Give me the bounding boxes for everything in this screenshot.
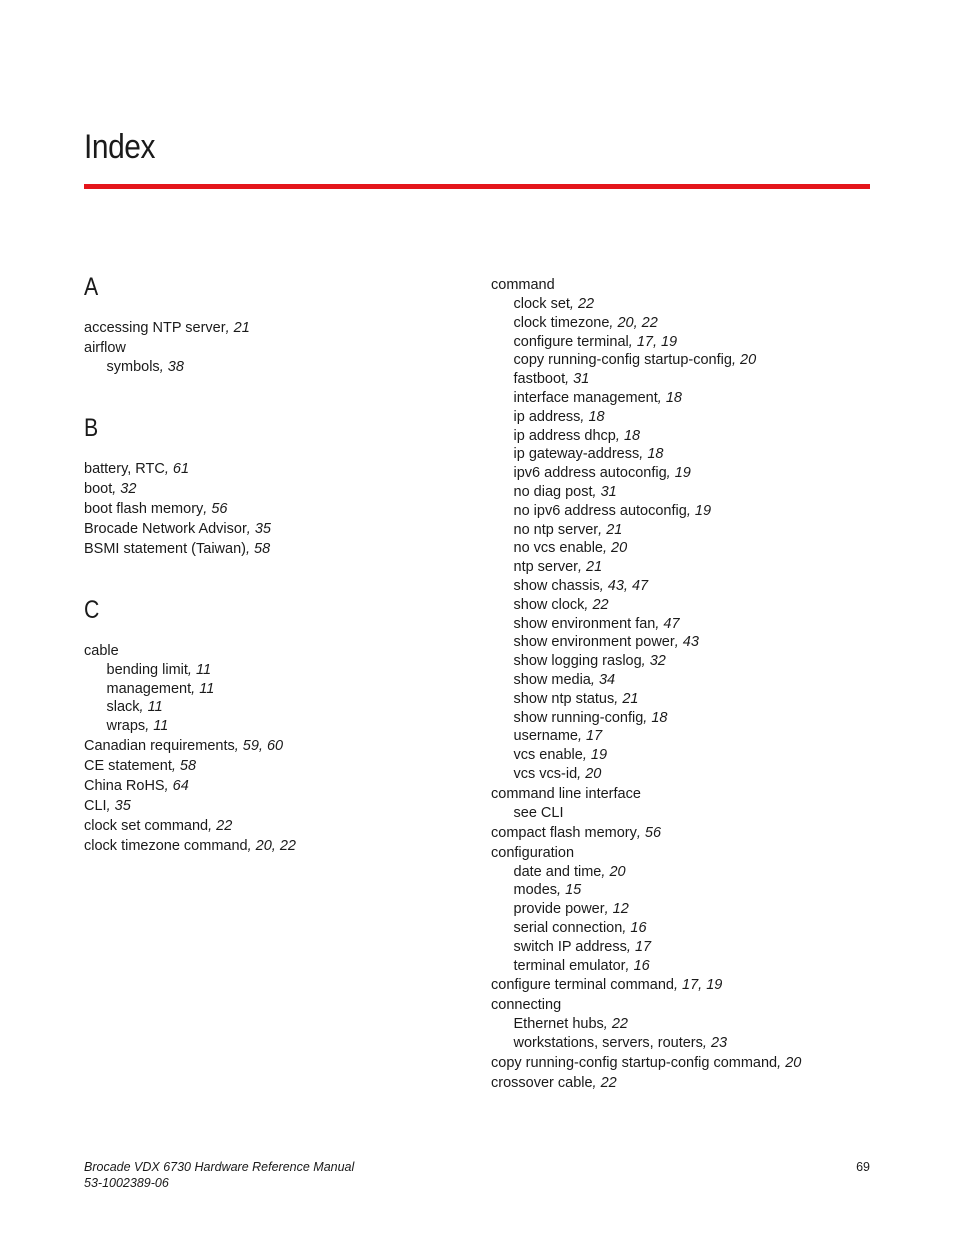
- index-entry: [84, 796, 474, 816]
- entry-separator: ,: [164, 777, 173, 794]
- entry-pages: 17: [634, 938, 652, 955]
- entry-term: interface management: [513, 389, 658, 406]
- entry-separator: ,: [208, 817, 217, 834]
- entry-term: configure terminal: [513, 333, 629, 350]
- index-entry: [84, 519, 474, 539]
- entry-separator: ,: [171, 757, 180, 774]
- entry-term: workstations, servers, routers: [513, 1035, 703, 1052]
- entry-term: show clock: [513, 596, 585, 613]
- entry-term: see CLI: [513, 804, 564, 821]
- index-entry: [84, 756, 474, 776]
- index-subentry: [491, 863, 891, 882]
- index-subentry: [491, 521, 891, 540]
- entry-pages: 35: [114, 797, 131, 814]
- entry-separator: ,: [636, 824, 645, 841]
- entry-separator: ,: [666, 465, 675, 482]
- page-title: Index: [84, 128, 156, 166]
- index-entry: [491, 975, 891, 995]
- entry-separator: ,: [628, 333, 637, 350]
- index-entry: [84, 776, 474, 796]
- entry-separator: ,: [599, 577, 608, 594]
- entry-pages: 11: [147, 699, 163, 716]
- index-entry: [84, 539, 474, 559]
- entry-term: copy running-config startup-config command: [491, 1054, 778, 1071]
- entry-pages: 17, 19: [682, 977, 723, 994]
- entry-pages: 20, 22: [617, 314, 658, 331]
- entry-pages: 11: [195, 661, 212, 678]
- entry-separator: ,: [191, 680, 200, 697]
- entry-separator: ,: [625, 957, 634, 974]
- index-subentry: [491, 804, 891, 823]
- entry-separator: ,: [187, 661, 196, 678]
- entry-term: date and time: [513, 863, 602, 880]
- index-subentry: [491, 577, 891, 596]
- entry-term: wraps: [106, 718, 146, 735]
- index-subentry: [491, 483, 891, 502]
- index-subentry: [491, 746, 891, 765]
- entry-pages: 11: [153, 718, 169, 735]
- section-spacer: [84, 559, 474, 595]
- index-entry: [84, 499, 474, 519]
- entry-separator: ,: [584, 596, 593, 613]
- entry-term: configure terminal command: [491, 977, 674, 994]
- index-entry: [491, 1073, 891, 1093]
- entry-term: terminal emulator: [513, 957, 626, 974]
- index-subentry: [491, 1034, 891, 1053]
- entry-pages: 22: [611, 1016, 628, 1033]
- index-subentry: [491, 502, 891, 521]
- entry-separator: ,: [580, 408, 589, 425]
- index-subentry: [491, 558, 891, 577]
- entry-pages: 16: [633, 957, 650, 974]
- entry-pages: 47: [663, 615, 680, 632]
- section-spacer: [84, 377, 474, 413]
- entry-separator: ,: [614, 690, 623, 707]
- entry-term: ip address: [513, 408, 581, 425]
- entry-separator: ,: [626, 938, 635, 955]
- index-entry: [84, 318, 474, 338]
- entry-separator: ,: [592, 1074, 601, 1091]
- entry-separator: ,: [655, 615, 664, 632]
- entry-pages: 58: [254, 540, 271, 557]
- index-subentry: [84, 698, 474, 717]
- index-subentry: [491, 539, 891, 558]
- entry-pages: 43, 47: [607, 577, 649, 594]
- entry-separator: ,: [225, 320, 234, 336]
- entry-pages: 19: [694, 502, 712, 519]
- entry-pages: 21: [622, 690, 639, 707]
- entry-separator: ,: [657, 389, 666, 406]
- entry-term: show logging raslog: [513, 653, 642, 670]
- entry-pages: 20: [611, 540, 628, 557]
- entry-term: bending limit: [106, 661, 188, 678]
- index-entry: [491, 823, 891, 843]
- entry-term: Brocade Network Advisor: [84, 520, 247, 537]
- entry-separator: ,: [674, 634, 683, 651]
- index-subentry: [491, 881, 891, 900]
- entry-separator: ,: [598, 521, 607, 538]
- footer-manual-title: Brocade VDX 6730 Hardware Reference Manual: [84, 1160, 355, 1174]
- entry-term: switch IP address: [513, 938, 627, 955]
- entry-separator: ,: [702, 1035, 711, 1052]
- entry-term: compact flash memory: [491, 824, 637, 841]
- index-subentry: [491, 370, 891, 389]
- entry-term: ipv6 address autoconfig: [513, 465, 667, 482]
- index-subentry: [84, 717, 474, 736]
- entry-separator: ,: [582, 747, 591, 764]
- index-entry: [84, 459, 474, 479]
- entry-pages: 17, 19: [636, 333, 678, 350]
- index-subentry: [491, 445, 891, 464]
- entry-term: provide power: [513, 901, 605, 918]
- entry-term: vcs enable: [513, 747, 583, 764]
- section-letter: B: [84, 413, 99, 442]
- entry-term: clock set command: [84, 817, 209, 834]
- entry-term: crossover cable: [491, 1074, 593, 1091]
- entry-term: management: [106, 680, 192, 697]
- entry-term: command line interface: [491, 785, 641, 802]
- index-entry: [491, 275, 891, 295]
- entry-pages: 22: [216, 817, 233, 834]
- entry-term: username: [513, 728, 578, 745]
- entry-term: no vcs enable: [513, 540, 603, 557]
- entry-separator: ,: [139, 699, 148, 716]
- entry-pages: 61: [172, 460, 190, 477]
- entry-pages: 21: [586, 559, 603, 576]
- index-entry: [84, 816, 474, 836]
- index-entry: [84, 479, 474, 499]
- index-subentry: [491, 1015, 891, 1034]
- entry-separator: ,: [777, 1054, 786, 1071]
- entry-pages: 32: [120, 480, 137, 497]
- index-column-left: [84, 272, 474, 856]
- entry-pages: 43: [682, 634, 699, 651]
- entry-term: show chassis: [513, 577, 600, 594]
- entry-pages: 16: [630, 919, 647, 936]
- index-subentry: [491, 464, 891, 483]
- index-entry: [491, 784, 891, 804]
- entry-term: boot: [84, 480, 113, 497]
- entry-separator: ,: [112, 480, 121, 497]
- entry-pages: 32: [649, 653, 666, 670]
- entry-pages: 56: [644, 824, 662, 841]
- index-subentry: [491, 900, 891, 919]
- entry-separator: ,: [246, 520, 255, 537]
- footer-page-number: 69: [856, 1160, 870, 1174]
- entry-term: show environment power: [513, 634, 675, 651]
- entry-separator: ,: [686, 502, 695, 519]
- index-entry: [84, 836, 474, 856]
- entry-term: Ethernet hubs: [513, 1016, 604, 1033]
- entry-pages: 20: [785, 1054, 802, 1071]
- entry-pages: 35: [254, 520, 271, 537]
- entry-separator: ,: [577, 559, 587, 576]
- entry-pages: 58: [179, 757, 197, 774]
- index-entry: [84, 338, 474, 358]
- entry-pages: 59, 60: [242, 737, 284, 754]
- index-subentry: [491, 957, 891, 976]
- entry-pages: 18: [588, 408, 605, 425]
- entry-term: no ipv6 address autoconfig: [513, 502, 687, 519]
- index-entry: [491, 995, 891, 1015]
- index-subentry: [491, 938, 891, 957]
- entry-term: vcs vcs-id: [513, 765, 578, 782]
- entry-pages: 56: [211, 500, 228, 517]
- entry-pages: 31: [573, 371, 590, 388]
- entry-separator: ,: [601, 863, 610, 880]
- index-entry: [84, 736, 474, 756]
- entry-term: no diag post: [513, 483, 593, 500]
- section-letter: A: [84, 273, 99, 301]
- entry-term: CLI: [84, 797, 107, 814]
- entry-pages: 21: [606, 521, 623, 538]
- entry-pages: 18: [665, 389, 682, 406]
- entry-separator: ,: [673, 977, 683, 994]
- index-subentry: [491, 427, 891, 446]
- index-subentry: [84, 680, 474, 699]
- entry-term: clock timezone command: [84, 837, 248, 854]
- entry-pages: 64: [172, 777, 189, 794]
- entry-pages: 11: [199, 680, 215, 697]
- entry-separator: ,: [557, 882, 566, 899]
- index-subentry: [491, 919, 891, 938]
- entry-pages: 22: [600, 1074, 617, 1091]
- index-subentry: [491, 389, 891, 408]
- entry-separator: ,: [641, 653, 650, 670]
- entry-term: BSMI statement (Taiwan): [84, 540, 246, 557]
- entry-term: copy running-config startup-config: [513, 352, 732, 369]
- title-rule: [84, 184, 870, 189]
- entry-separator: ,: [145, 718, 154, 735]
- entry-separator: ,: [247, 837, 256, 854]
- entry-term: airflow: [84, 340, 126, 356]
- entry-pages: 18: [623, 427, 641, 444]
- entry-separator: ,: [639, 446, 648, 463]
- entry-pages: 19: [674, 465, 691, 482]
- entry-pages: 20, 22: [255, 837, 296, 854]
- index-column-right: [491, 275, 891, 1093]
- entry-separator: ,: [159, 359, 168, 375]
- entry-separator: ,: [203, 500, 212, 517]
- index-subentry: [491, 727, 891, 746]
- entry-pages: 12: [612, 901, 629, 918]
- index-subentry: [84, 661, 474, 680]
- entry-pages: 20: [740, 352, 757, 369]
- entry-separator: ,: [565, 371, 574, 388]
- index-subentry: [491, 351, 891, 370]
- index-entry: [491, 1053, 891, 1073]
- index-subentry: [491, 408, 891, 427]
- entry-term: slack: [106, 699, 140, 716]
- entry-term: cable: [84, 642, 119, 659]
- entry-separator: ,: [577, 728, 587, 745]
- entry-separator: ,: [603, 1016, 612, 1033]
- entry-term: ip address dhcp: [513, 427, 616, 444]
- entry-separator: ,: [106, 797, 115, 814]
- index-entry: [491, 843, 891, 863]
- entry-term: clock timezone: [513, 314, 610, 331]
- section-letter: C: [84, 595, 100, 624]
- entry-separator: ,: [731, 352, 740, 369]
- index-subentry: [491, 314, 891, 333]
- entry-term: battery, RTC: [84, 460, 165, 477]
- entry-pages: 23: [710, 1035, 728, 1052]
- entry-term: accessing NTP server: [84, 320, 226, 336]
- entry-pages: 18: [651, 709, 668, 726]
- entry-term: show running-config: [513, 709, 644, 726]
- entry-separator: ,: [577, 765, 586, 782]
- entry-term: serial connection: [513, 919, 623, 936]
- index-subentry: [84, 358, 474, 377]
- entry-term: show media: [513, 671, 591, 688]
- entry-term: boot flash memory: [84, 500, 204, 517]
- entry-separator: ,: [602, 540, 612, 557]
- entry-separator: ,: [609, 314, 618, 331]
- entry-term: configuration: [491, 844, 575, 861]
- entry-term: no ntp server: [513, 521, 599, 538]
- entry-term: connecting: [491, 997, 562, 1014]
- entry-separator: ,: [245, 540, 255, 557]
- entry-pages: 21: [233, 320, 250, 336]
- entry-pages: 22: [577, 296, 595, 312]
- entry-separator: ,: [615, 427, 624, 444]
- entry-term: show ntp status: [513, 690, 615, 707]
- entry-term: China RoHS: [84, 777, 165, 794]
- entry-pages: 15: [565, 882, 582, 899]
- index-subentry: [491, 765, 891, 784]
- footer-left: [84, 1159, 354, 1191]
- entry-separator: ,: [592, 483, 601, 500]
- index-subentry: [491, 652, 891, 671]
- entry-term: ip gateway-address: [513, 446, 640, 463]
- entry-separator: ,: [164, 460, 173, 477]
- entry-pages: 38: [167, 359, 184, 375]
- index-subentry: [491, 671, 891, 690]
- entry-separator: ,: [569, 296, 578, 312]
- entry-separator: ,: [590, 671, 599, 688]
- entry-pages: 17: [586, 728, 603, 745]
- entry-separator: ,: [234, 737, 243, 754]
- entry-term: symbols: [106, 359, 160, 375]
- entry-separator: ,: [604, 901, 613, 918]
- entry-term: CE statement: [84, 757, 172, 774]
- entry-term: Canadian requirements: [84, 737, 235, 754]
- index-subentry: [491, 596, 891, 615]
- entry-pages: 20: [585, 765, 602, 782]
- index-subentry: [491, 690, 891, 709]
- entry-pages: 34: [598, 671, 616, 688]
- entry-term: modes: [513, 882, 558, 899]
- entry-pages: 22: [592, 596, 609, 613]
- index-subentry: [491, 333, 891, 352]
- entry-separator: ,: [643, 709, 652, 726]
- entry-separator: ,: [622, 919, 631, 936]
- entry-term: command: [491, 277, 555, 293]
- entry-pages: 20: [609, 863, 626, 880]
- index-subentry: [491, 633, 891, 652]
- footer-doc-number: 53-1002389-06: [84, 1176, 169, 1190]
- index-subentry: [491, 295, 891, 314]
- entry-term: clock set: [513, 296, 570, 312]
- entry-term: show environment fan: [513, 615, 656, 632]
- entry-term: ntp server: [513, 559, 578, 576]
- index-subentry: [491, 709, 891, 728]
- index-subentry: [491, 615, 891, 634]
- index-entry: [84, 641, 474, 661]
- entry-pages: 31: [600, 483, 617, 500]
- entry-pages: 18: [647, 446, 664, 463]
- entry-term: fastboot: [513, 371, 566, 388]
- entry-pages: 19: [590, 747, 608, 764]
